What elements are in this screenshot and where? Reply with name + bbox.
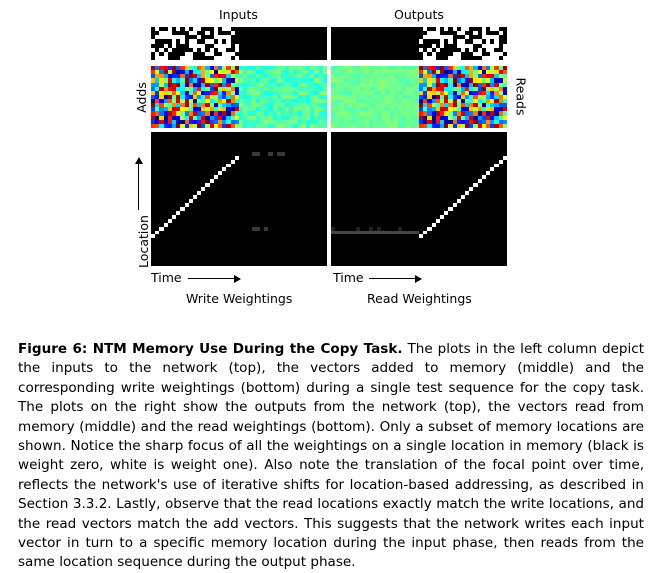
read-weightings-title: Read Weightings bbox=[367, 291, 472, 306]
write-weightings-grid bbox=[151, 132, 327, 266]
outputs-title: Outputs bbox=[394, 7, 444, 22]
time-label-left: Time bbox=[151, 270, 182, 285]
caption-body: The plots in the left column depict the inputs to the network (top), the vectors added to memory (middle) and the corresponding write weightings (bottom) during a single test sequence for the copy task. The plots on the right show the outputs from the network (top), the vectors read from memory (middle) and the read weightings (bottom). Only a subset of memory locations are shown. Notice the sharp focus of all the weightings on a single location in memory (black is weight zero, white is weight one). Also note the translation of the focal point over time, reflects the network's use of iterative shifts for location-based addressing, as described in Section 3.3.2. Lastly, observe that the read locations exactly match the write locations, and the read vectors match the add vectors. This suggests that the network writes each input vector in turn to a specific memory location during the input phase, then reads from the same location sequence during the output phase. bbox=[18, 341, 645, 571]
read-weightings-panel bbox=[331, 132, 507, 266]
adds-label: Adds bbox=[133, 82, 149, 113]
write-weightings-title: Write Weightings bbox=[186, 291, 293, 306]
location-label: Location bbox=[135, 215, 151, 268]
reads-cell-grid bbox=[331, 66, 507, 128]
adds-cell-grid bbox=[151, 66, 327, 128]
location-arrow-icon bbox=[138, 158, 139, 210]
read-weightings-grid bbox=[331, 132, 507, 266]
adds-heatmap bbox=[151, 66, 327, 128]
figure-caption bbox=[18, 340, 644, 573]
caption-heading: Figure 6: NTM Memory Use During the Copy Task. bbox=[18, 341, 403, 357]
write-weightings-panel bbox=[151, 132, 327, 266]
outputs-bit-grid bbox=[331, 27, 507, 60]
reads-heatmap bbox=[331, 66, 507, 128]
inputs-panel bbox=[151, 27, 327, 60]
outputs-panel bbox=[331, 27, 507, 60]
time-arrow-left-icon bbox=[188, 278, 240, 279]
inputs-bit-grid bbox=[151, 27, 327, 60]
time-arrow-right-icon bbox=[369, 278, 421, 279]
time-label-right: Time bbox=[333, 270, 364, 285]
inputs-title: Inputs bbox=[219, 7, 258, 22]
reads-label: Reads bbox=[513, 77, 529, 116]
